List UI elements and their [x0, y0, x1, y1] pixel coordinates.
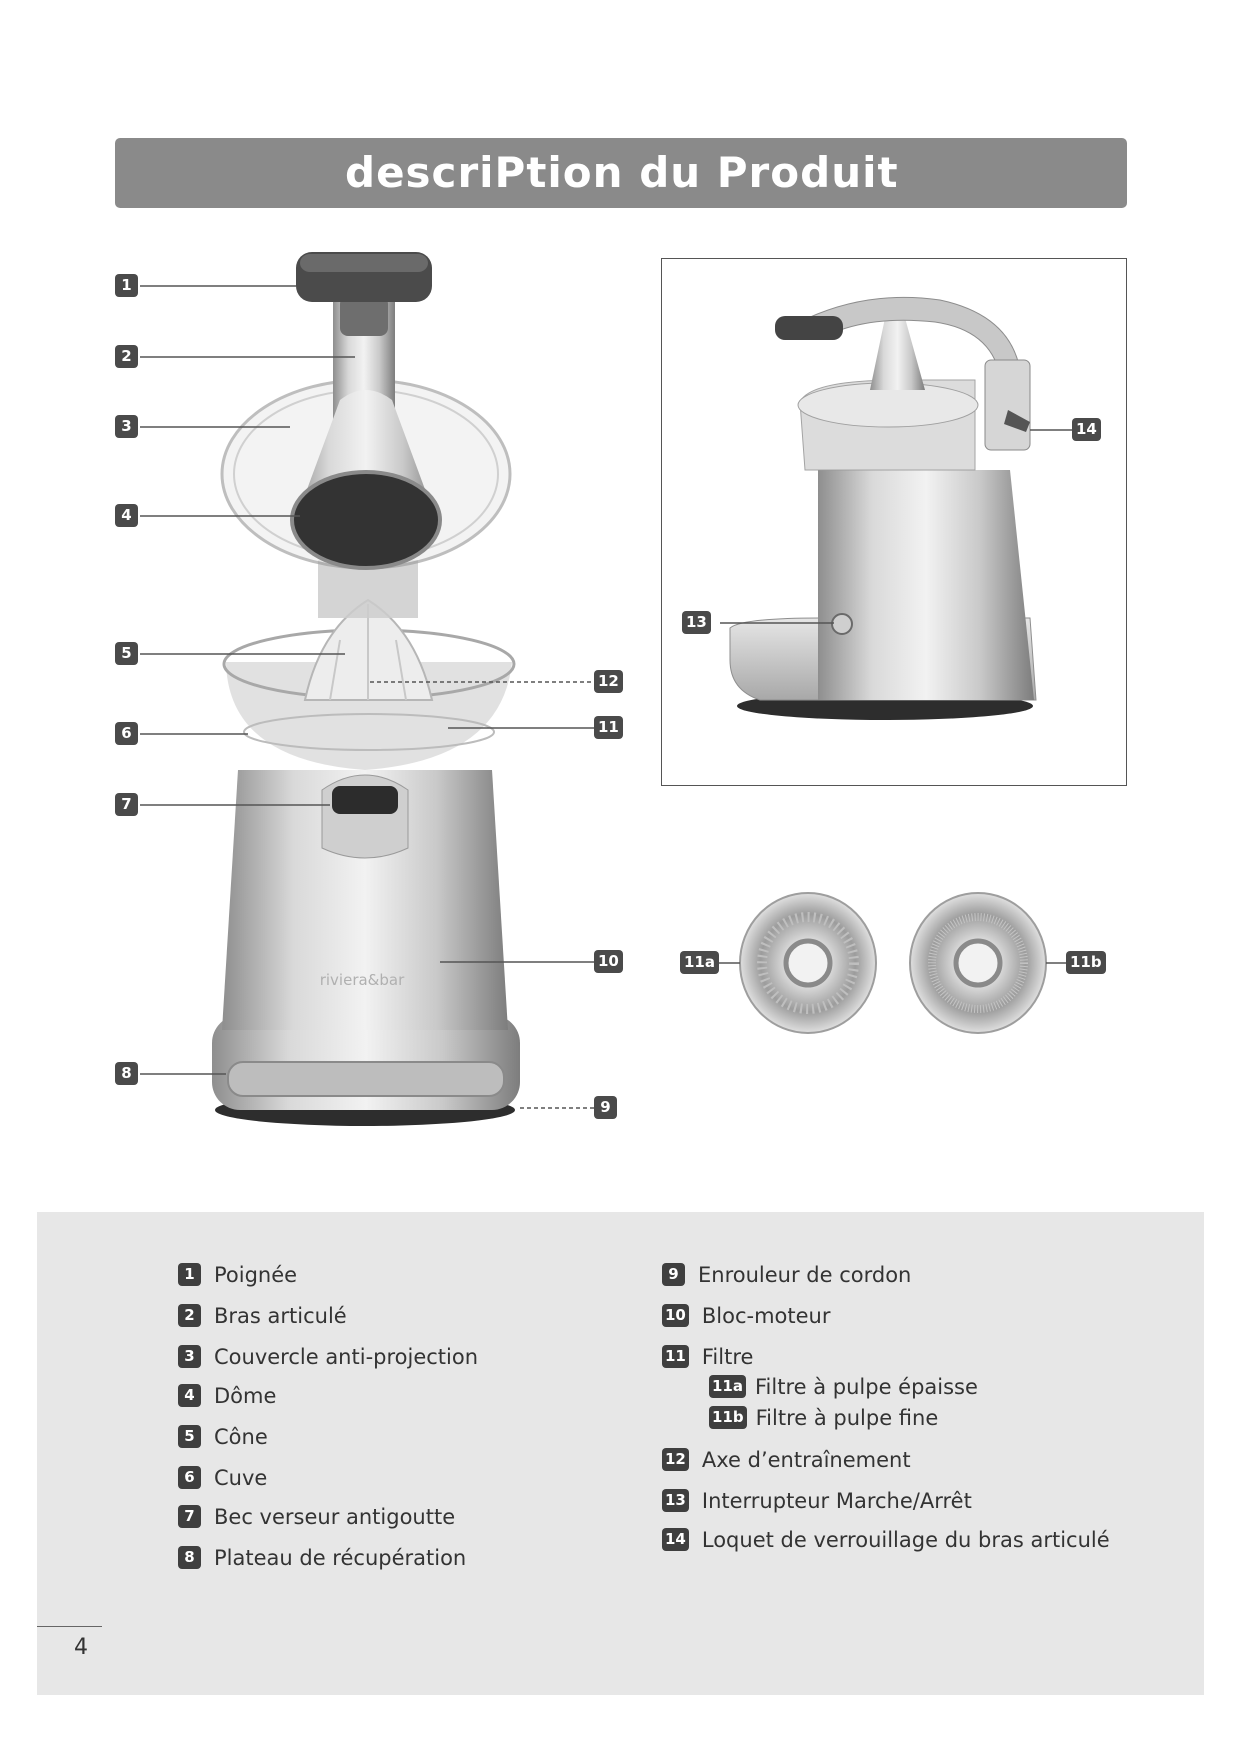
legend-item-11a: [709, 1374, 978, 1400]
juicer-front-view: [212, 252, 520, 1126]
legend-label: Interrupteur Marche/Arrêt: [701, 1489, 972, 1513]
legend-label: Filtre: [701, 1345, 754, 1369]
legend-num: 5: [178, 1425, 201, 1448]
legend-item-10: [662, 1303, 831, 1329]
callout-7: 7: [115, 793, 138, 816]
callout-8: 8: [115, 1062, 138, 1085]
legend-item-9: [662, 1262, 911, 1288]
callout-11a: 11a: [680, 951, 719, 974]
legend-label: Loquet de verrouillage du bras articulé: [701, 1528, 1110, 1552]
callout-14: 14: [1072, 418, 1101, 441]
legend-item-6: [178, 1465, 267, 1491]
legend-label: Dôme: [214, 1384, 277, 1408]
page-title: descriPtion du Produit: [345, 148, 899, 197]
legend-panel: [37, 1212, 1204, 1695]
legend-label: Filtre à pulpe épaisse: [755, 1375, 978, 1399]
legend-item-13: [662, 1488, 972, 1514]
legend-num: 11b: [709, 1406, 747, 1429]
legend-label: Poignée: [214, 1263, 298, 1287]
legend-num: 2: [178, 1304, 201, 1327]
callout-6: 6: [115, 722, 138, 745]
legend-label: Filtre à pulpe fine: [755, 1406, 939, 1430]
legend-label: Bras articulé: [214, 1304, 347, 1328]
callout-9: 9: [594, 1096, 617, 1119]
legend-item-3: [178, 1344, 478, 1370]
filter-fine: [910, 893, 1046, 1033]
callout-2: 2: [115, 345, 138, 368]
brand-mark: riviera&bar: [319, 971, 405, 989]
legend-num: 11: [662, 1345, 689, 1368]
side-view-frame: [661, 258, 1127, 786]
legend-label: Enrouleur de cordon: [698, 1263, 912, 1287]
legend-num: 3: [178, 1345, 201, 1368]
legend-num: 7: [178, 1505, 201, 1528]
callout-10: 10: [594, 950, 623, 973]
callout-3: 3: [115, 415, 138, 438]
legend-label: Plateau de récupération: [214, 1546, 467, 1570]
legend-num: 14: [662, 1528, 689, 1551]
legend-item-14: [662, 1527, 1110, 1553]
callout-13: 13: [682, 611, 711, 634]
legend-item-4: [178, 1383, 276, 1409]
legend-num: 12: [662, 1448, 689, 1471]
legend-item-5: [178, 1424, 268, 1450]
callout-4: 4: [115, 504, 138, 527]
legend-label: Axe d’entraînement: [701, 1448, 911, 1472]
callout-11: 11: [594, 716, 623, 739]
callout-5: 5: [115, 642, 138, 665]
legend-item-2: [178, 1303, 347, 1329]
legend-item-8: [178, 1545, 466, 1571]
callout-12: 12: [594, 670, 623, 693]
legend-num: 11a: [709, 1375, 746, 1398]
legend-label: Couvercle anti-projection: [214, 1345, 479, 1369]
page-number: 4: [74, 1635, 88, 1660]
legend-item-11b: [709, 1405, 938, 1431]
filter-coarse: [740, 893, 876, 1033]
legend-item-12: [662, 1447, 911, 1473]
legend-num: 10: [662, 1304, 689, 1327]
callout-11b: 11b: [1066, 951, 1106, 974]
legend-num: 9: [662, 1263, 685, 1286]
legend-label: Bec verseur antigoutte: [214, 1505, 456, 1529]
legend-item-1: [178, 1262, 297, 1288]
legend-item-11: [662, 1344, 753, 1370]
legend-num: 4: [178, 1384, 201, 1407]
legend-num: 6: [178, 1466, 201, 1489]
legend-label: Bloc-moteur: [701, 1304, 831, 1328]
legend-label: Cuve: [214, 1466, 268, 1490]
legend-num: 8: [178, 1546, 201, 1569]
callout-1: 1: [115, 274, 138, 297]
legend-item-7: [178, 1504, 455, 1530]
legend-num: 13: [662, 1489, 689, 1512]
page-number-rule: [37, 1626, 102, 1627]
legend-label: Cône: [214, 1425, 268, 1449]
legend-num: 1: [178, 1263, 201, 1286]
